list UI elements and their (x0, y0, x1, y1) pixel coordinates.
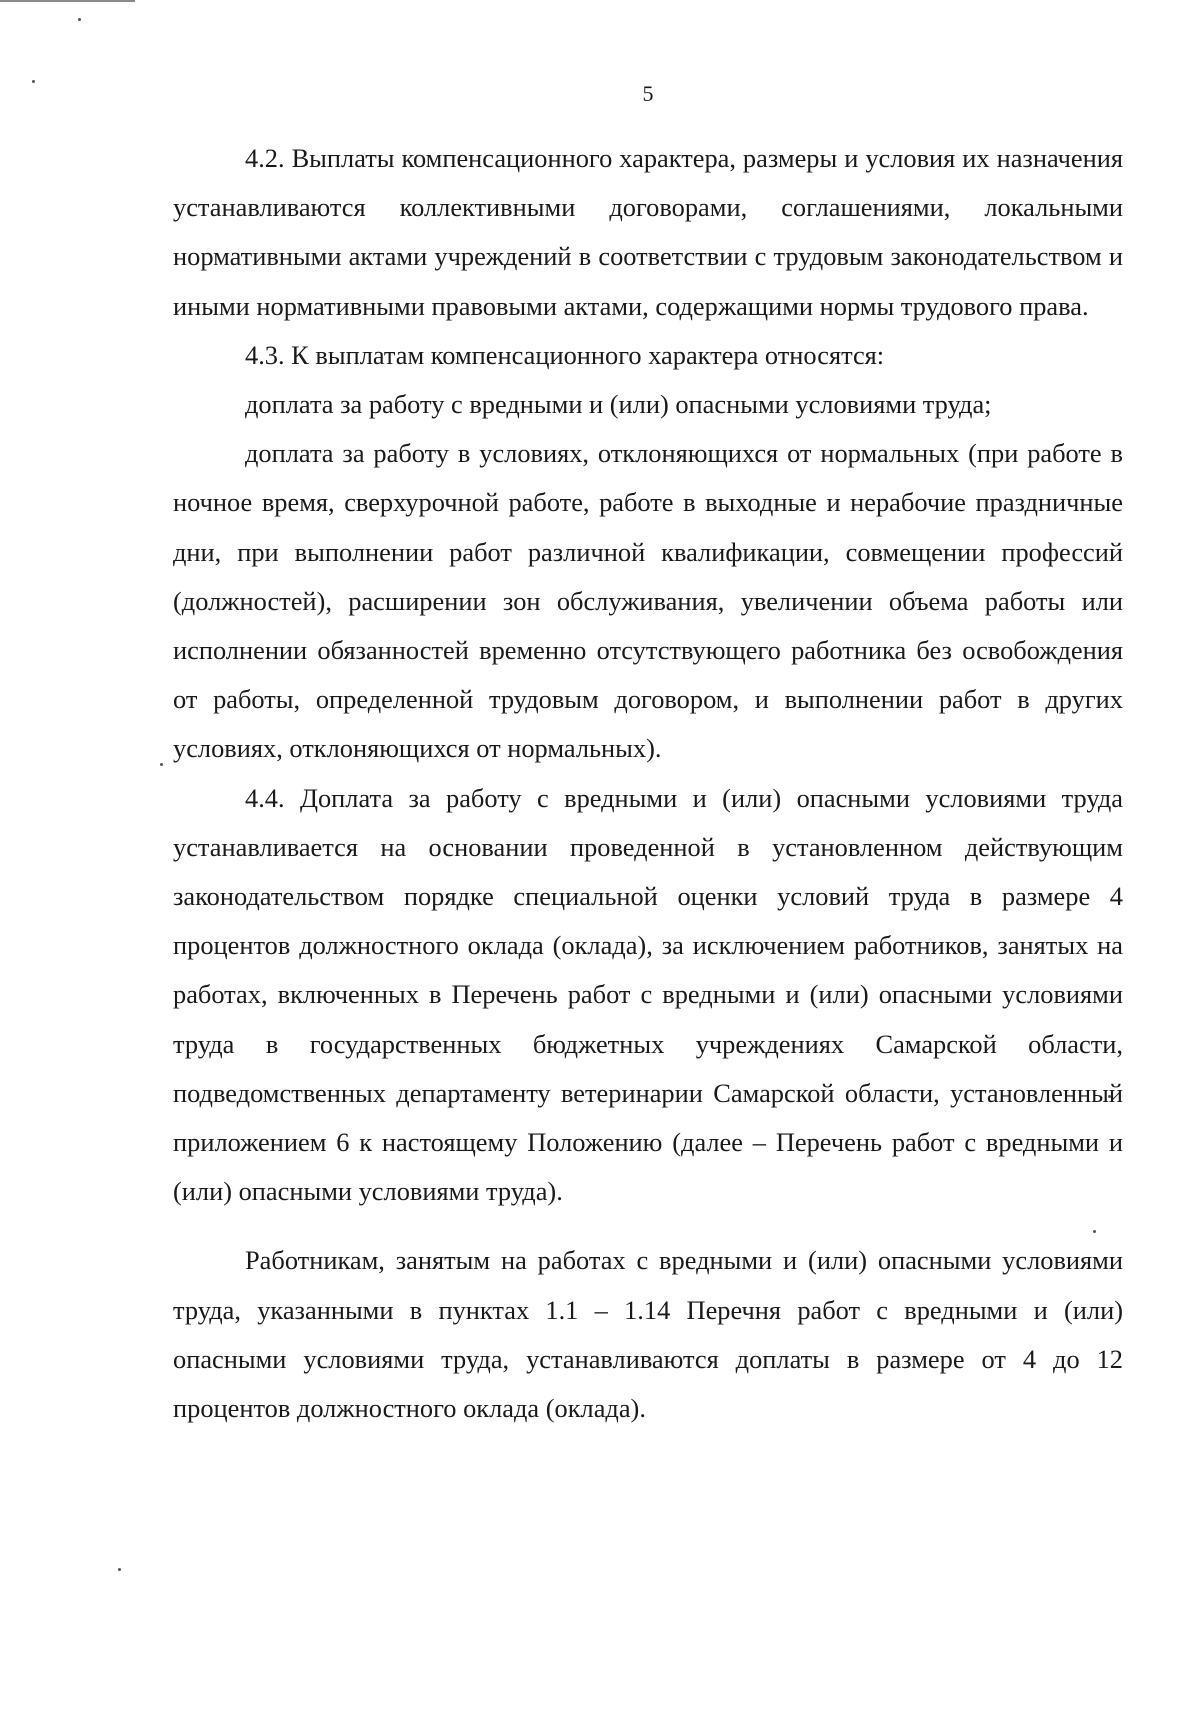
document-body (173, 134, 1123, 1433)
scan-speck (78, 18, 81, 21)
list-item-hazardous-conditions: доплата за работу с вредными и (или) опасными условиями труда; (245, 389, 992, 420)
scan-edge-line (0, 0, 135, 2)
paragraph-4-4: 4.4. Доплата за работу с вредными и (или) опасными условиями труда устанавливается на основании проведенной в установленном действующим законодательством порядке специальной оценки условий труда в размере 4 процентов должностного оклада (оклада), за исключением работников, занятых на работах, включенных в Перечень работ с вредными и (или) опасными условиями труда в государственных бюджетных учреждениях Самарской области, подведомственных департаменту ветеринарии Самарской области, установленный приложением 6 к настоящему Положению (далее – Перечень работ с вредными и (или) опасными условиями труда). (173, 782, 1123, 1207)
list-item-abnormal-conditions: доплата за работу в условиях, отклоняющихся от нормальных (при работе в ночное время, сверхурочной работе, работе в выходные и нерабочие праздничные дни, при выполнении работ различной квалификации, совмещении профессий (должностей), расширении зон обслуживания, увеличении объема работы или исполнении обязанностей временно отсутствующего работника без освобождения от работы, определенной трудовым договором, и выполнении работ в других условиях, отклоняющихся от нормальных). (173, 438, 1123, 764)
paragraph-4-3: 4.3. К выплатам компенсационного характера относятся: (245, 339, 885, 370)
paragraph-4-2: 4.2. Выплаты компенсационного характера, размеры и условия их назначения устанавливаются коллективными договорами, соглашениями, локальными нормативными актами учреждений в соответствии с трудовым законодательством и иными нормативными правовыми актами, содержащими нормы трудового права. (173, 143, 1123, 321)
scan-speck (118, 1568, 121, 1571)
page-number: 5 (642, 81, 654, 106)
scan-speck (160, 763, 163, 766)
paragraph-workers-surcharge: Работникам, занятым на работах с вредными и (или) опасными условиями труда, указанными в пунктах 1.1 – 1.14 Перечня работ с вредными и (или) опасными условиями труда, устанавливаются доплаты в размере от 4 до 12 процентов должностного оклада (оклада). (173, 1245, 1123, 1424)
